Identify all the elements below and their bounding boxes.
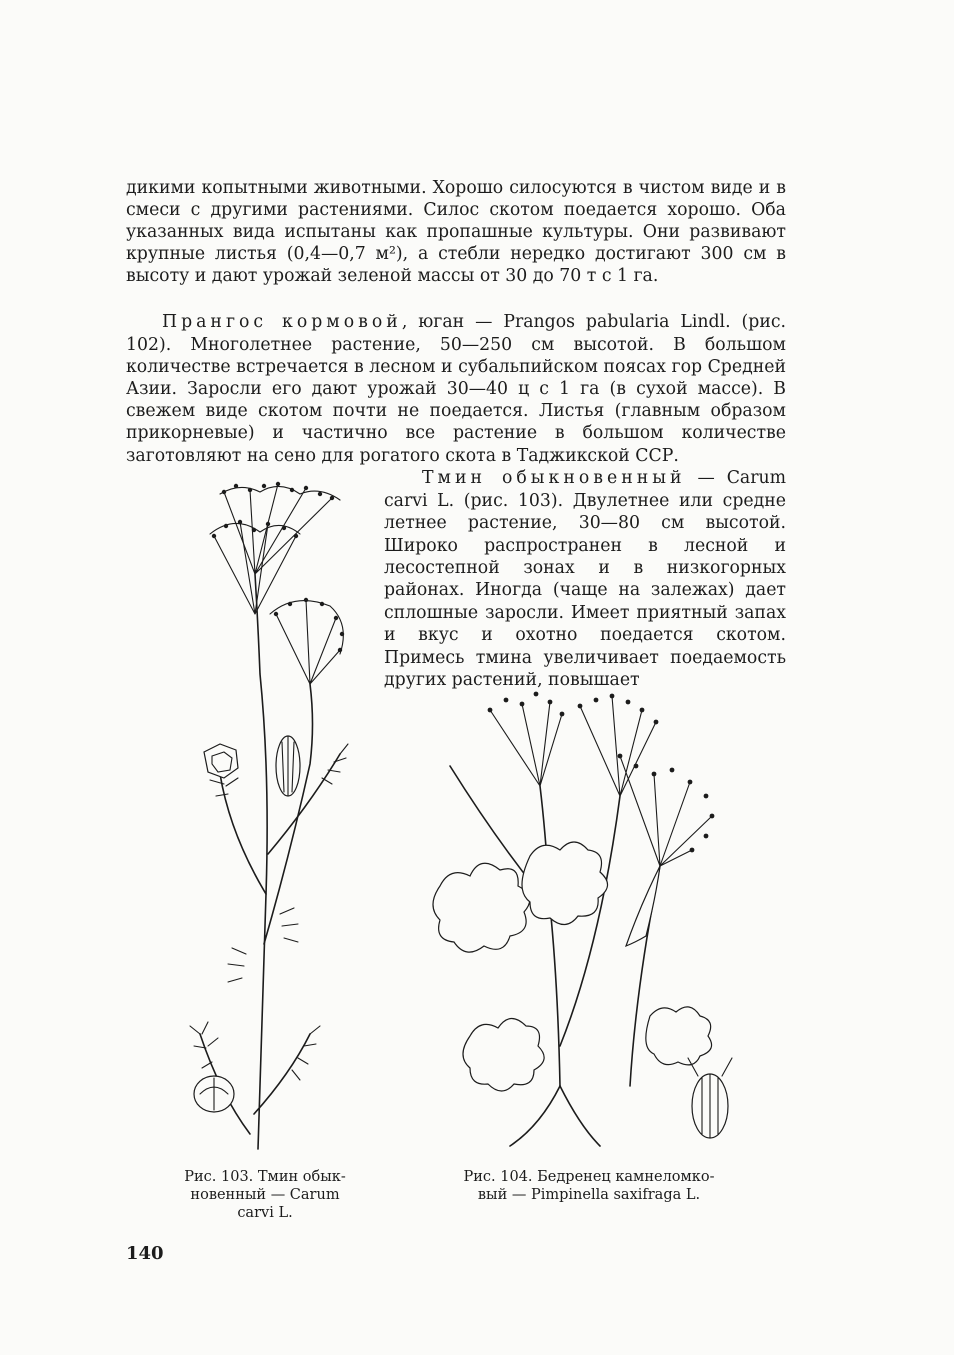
figure-103-caption bbox=[160, 1168, 370, 1222]
species-name-carum: Тмин обыкновенный bbox=[422, 468, 686, 489]
paragraph-prangos bbox=[126, 311, 786, 466]
figure-pimpinella-illustration bbox=[410, 686, 760, 1156]
paragraph-carum bbox=[384, 467, 786, 691]
paragraph-prangos-body: , юган — Prangos pabularia Lindl. (рис. 102). Многолетнее растение, 50—250 см высотой. В большом количестве встречается в лесном и субальпийском поясах гор Средней Азии. Заросли его дают урожай 30—40 ц с 1 га (в сухой массе). В свежем виде скотом почти не поедается. Листья (главным образом прикорневые) и частично все растение в большом количестве заготовляют на сено для рогатого скота в Таджикской ССР. bbox=[126, 312, 787, 466]
figure-104-caption bbox=[404, 1168, 774, 1204]
caption-103-line2: новенный — Carum bbox=[190, 1187, 340, 1203]
caption-103-line3: carvi L. bbox=[237, 1205, 293, 1221]
paragraph-continuation: дикими копытными животными. Хорошо силосуются в чистом виде и в смеси с другими растениями. Силос скотом поедается хорошо. Оба указанных вида испытаны как пропашные культуры. Они развивают крупные листья (0,4—0,7 м²), а стебли нередко достигают 300 см в высоту и дают урожай зеленой массы от 30 до 70 т с 1 га. bbox=[126, 178, 786, 287]
caption-104-line1: Рис. 104. Бедренец камнеломко- bbox=[463, 1169, 715, 1185]
figure-caraway-illustration bbox=[180, 474, 380, 1164]
caption-103-line1: Рис. 103. Тмин обык- bbox=[184, 1169, 346, 1185]
page-number: 140 bbox=[126, 1243, 164, 1264]
caption-104-line2: вый — Pimpinella saxifraga L. bbox=[477, 1187, 701, 1203]
paragraph-carum-body: — Carum carvi L. (рис. 103). Двулетнее или средне летнее растение, 30—80 см высотой. Широко распространен в лесной и лесостепной зонах и в низкогорных районах. Иногда (чаще на залежах) дает сплошные заросли. Имеет приятный запах и вкус и охотно поедается скотом. Примесь тмина увеличивает поедаемость других растений, повышает bbox=[384, 468, 786, 690]
umbel-cluster bbox=[210, 486, 343, 654]
species-name-prangos: Прангос кормовой bbox=[162, 312, 402, 333]
